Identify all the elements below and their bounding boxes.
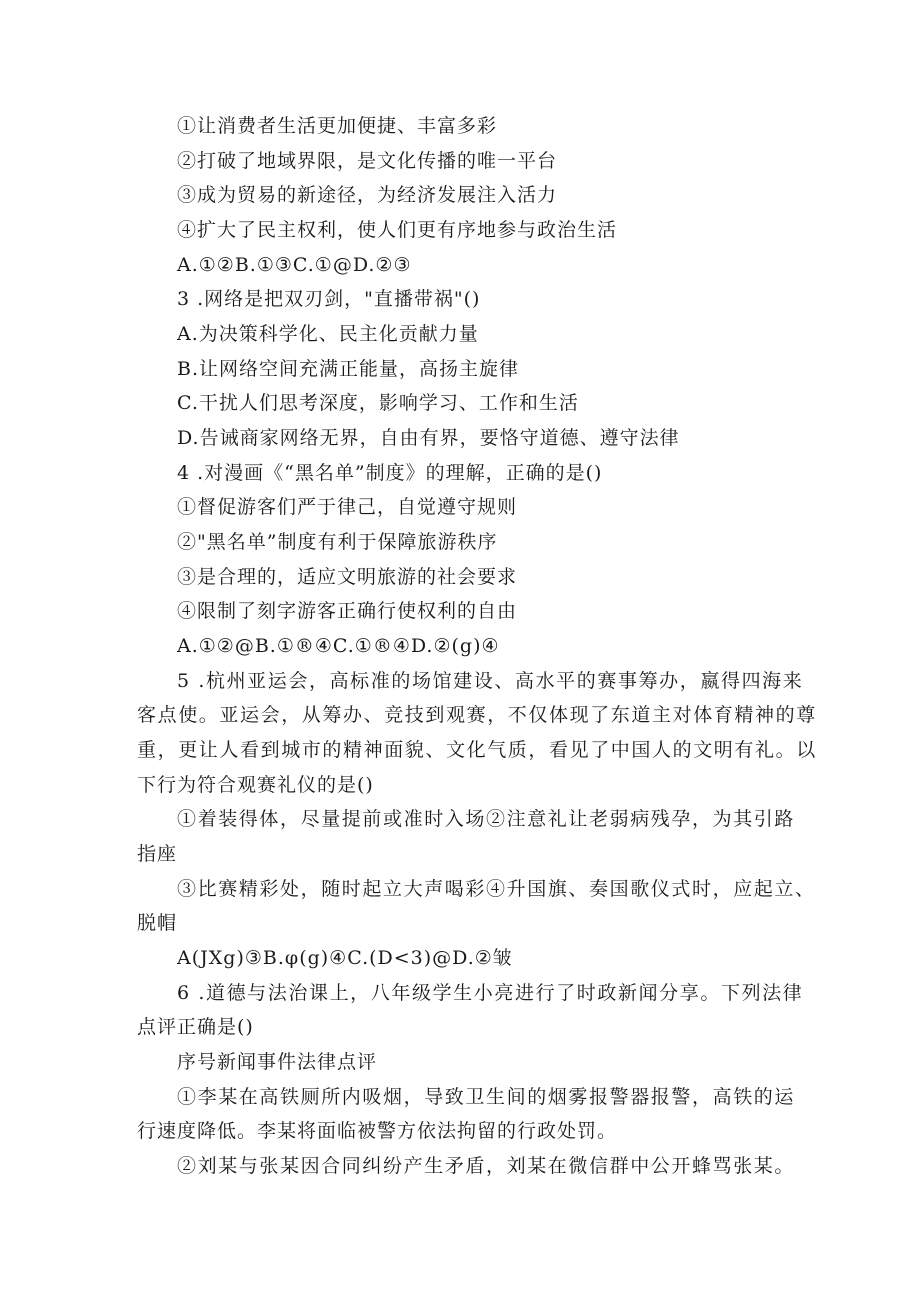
q4-option-1: ①督促游客们严于律己，自觉遵守规则: [177, 496, 518, 518]
q4-option-4: ④限制了刻字游客正确行使权利的自由: [177, 600, 518, 622]
q6-stem-line-1: 6 .道德与法治课上，八年级学生小亮进行了时政新闻分享。下列法律: [177, 982, 804, 1004]
q6-row-2-line-1: ②刘某与张某因合同纠纷产生矛盾，刘某在微信群中公开蜂骂张某。: [177, 1155, 796, 1177]
q3-option-c: C.干扰人们思考深度，影响学习、工作和生活: [177, 392, 579, 414]
q5-options-3-4: ③比赛精彩处，随时起立大声喝彩④升国旗、奏国歌仪式时，应起立、: [177, 878, 816, 900]
q5-options-1-2: ①着装得体，尽量提前或准时入场②注意礼让老弱病残孕，为其引路: [177, 808, 796, 830]
q4-choices: A.①②@B.①®④C.①®④D.②(g)④: [177, 635, 500, 657]
q5-options-1-2-cont: 指座: [137, 843, 178, 865]
q5-choices: A(JXg)③B.φ(g)④C.(D<3)@D.②皱: [177, 947, 513, 969]
q2-option-3: ③成为贸易的新途径，为经济发展注入活力: [177, 184, 558, 206]
q2-option-1: ①让消费者生活更加便捷、丰富多彩: [177, 115, 498, 137]
q5-options-3-4-cont: 脱帽: [137, 912, 178, 934]
q6-table-header: 序号新闻事件法律点评: [177, 1051, 378, 1073]
q3-option-a: A.为决策科学化、民主化贡献力量: [177, 323, 479, 345]
q3-option-b: B.让网络空间充满正能量，高扬主旋律: [177, 358, 520, 380]
q3-stem: 3 .网络是把双刃剑，"直播带祸"(): [177, 288, 481, 310]
q2-option-4: ④扩大了民主权利，使人们更有序地参与政治生活: [177, 219, 618, 241]
q4-option-2: ②"黑名单”制度有利于保障旅游秩序: [177, 531, 498, 553]
q6-stem-line-2: 点评正确是(): [137, 1016, 254, 1038]
q6-row-1-line-1: ①李某在高铁厕所内吸烟，导致卫生间的烟雾报警器报警，高铁的运: [177, 1086, 796, 1108]
q4-option-3: ③是合理的，适应文明旅游的社会要求: [177, 566, 518, 588]
q5-stem-line-3: 重，更让人看到城市的精神面貌、文化气质，看见了中国人的文明有礼。以: [137, 739, 817, 761]
q5-stem-line-1: 5 .杭州亚运会，高标准的场馆建设、高水平的赛事筹办，嬴得四海来: [177, 670, 804, 692]
q6-row-1-line-2: 行速度降低。李某将面临被警方依法拘留的行政处罚。: [137, 1120, 618, 1142]
q5-stem-line-4: 下行为符合观赛礼仪的是(): [137, 774, 374, 796]
q5-stem-line-2: 客点使。亚运会，从筹办、竞技到观赛，不仅体现了东道主对体育精神的尊: [137, 704, 817, 726]
q2-choices: A.①②B.①③C.①@D.②③: [177, 254, 412, 276]
q4-stem: 4 .对漫画《“黑名单”制度》的理解，正确的是(): [177, 462, 603, 484]
q2-option-2: ②打破了地域界限，是文化传播的唯一平台: [177, 150, 558, 172]
q3-option-d: D.告诫商家网络无界，自由有界，要恪守道德、遵守法律: [177, 427, 680, 449]
